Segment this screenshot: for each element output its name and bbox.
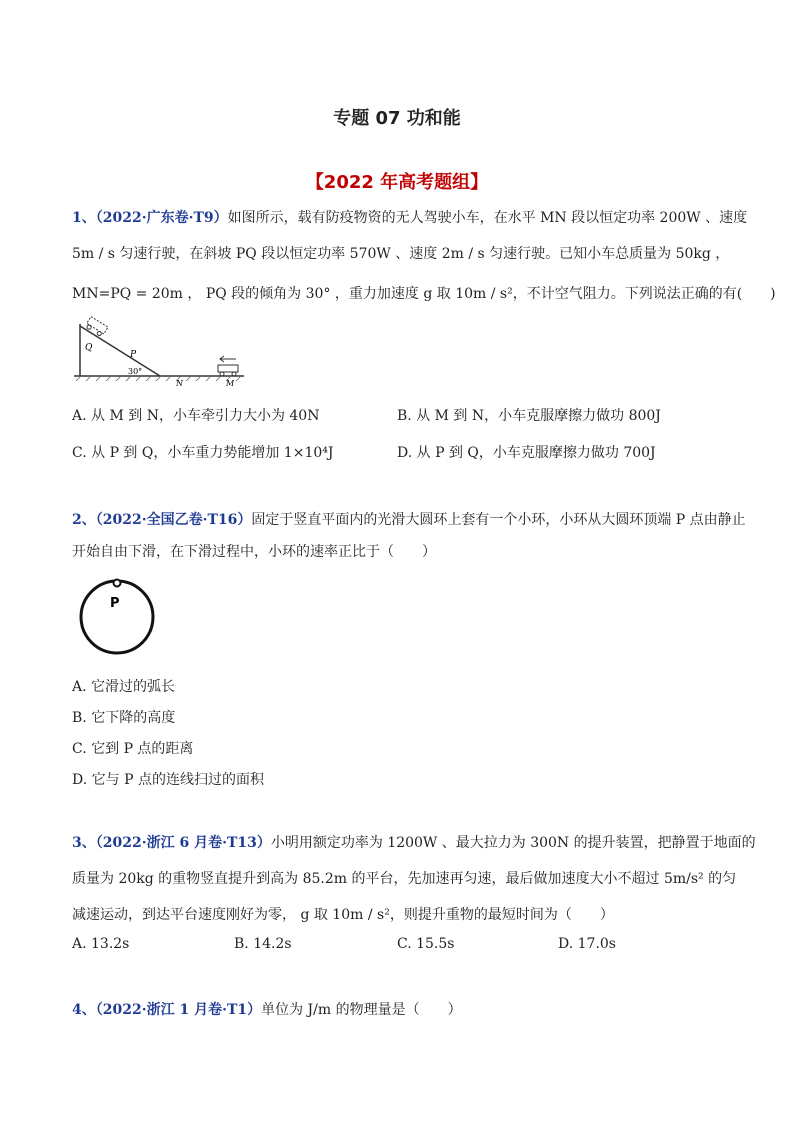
- question-3-tag: 3、（2022·浙江 6 月卷·T13）: [72, 835, 271, 851]
- label-p: P: [130, 350, 137, 360]
- q1-option-d: D. 从 P 到 Q，小车克服摩擦力做功 700J: [397, 445, 656, 461]
- question-3-line1: 小明用额定功率为 1200W 、最大拉力为 300N 的提升装置，把静置于地面的: [270, 835, 756, 851]
- question-4-tag: 4、（2022·浙江 1 月卷·T1）: [72, 1002, 262, 1018]
- incline-figure: [70, 316, 250, 386]
- q2-option-b: B. 它下降的高度: [72, 710, 176, 726]
- ring-figure: [76, 573, 158, 657]
- q3-option-b: B. 14.2s: [234, 936, 292, 952]
- question-2-tag: 2、（2022·全国乙卷·T16）: [72, 512, 252, 528]
- q1-option-a: A. 从 M 到 N，小车牵引力大小为 40N: [72, 408, 320, 424]
- page-title: 专题 07 功和能: [333, 108, 461, 129]
- cart-on-flat: [218, 356, 238, 376]
- label-m: M: [226, 379, 235, 386]
- label-q: Q: [85, 343, 93, 353]
- label-n: N: [176, 379, 183, 386]
- section-heading: 【2022 年高考题组】: [305, 172, 489, 193]
- question-3-line2: 质量为 20kg 的重物竖直提升到高为 85.2m 的平台，先加速再匀速，最后做加速度大小不超过 5m/s² 的匀: [72, 871, 737, 887]
- q1-option-c: C. 从 P 到 Q，小车重力势能增加 1×10⁴J: [72, 445, 334, 461]
- q3-option-d: D. 17.0s: [558, 936, 616, 952]
- question-4-line1: 单位为 J/m 的物理量是（ ）: [261, 1002, 462, 1018]
- big-ring: [81, 581, 153, 653]
- question-1-line2: 5m / s 匀速行驶，在斜坡 PQ 段以恒定功率 570W 、速度 2m / s 匀速行驶。已知小车总质量为 50kg ，: [72, 246, 730, 262]
- question-1-tag: 1、（2022·广东卷·T9）: [72, 210, 228, 226]
- q3-option-c: C. 15.5s: [397, 936, 455, 952]
- question-2-line2: 开始自由下滑，在下滑过程中，小环的速率正比于（ ）: [72, 544, 436, 560]
- question-2-line1: 固定于竖直平面内的光滑大圆环上套有一个小环，小环从大圆环顶端 P 点由静止: [251, 512, 746, 528]
- label-angle: 30°: [128, 367, 143, 376]
- question-1-line1: 如图所示，载有防疫物资的无人驾驶小车，在水平 MN 段以恒定功率 200W 、速度: [227, 210, 748, 226]
- question-1-line3: MN=PQ = 20m ， PQ 段的倾角为 30° ，重力加速度 g 取 10m / s²，不计空气阻力。下列说法正确的有( ): [72, 286, 776, 302]
- question-3-line3: 减速运动，到达平台速度刚好为零， g 取 10m / s²，则提升重物的最短时间为（ ）: [72, 907, 614, 923]
- label-p-ring: P: [110, 596, 120, 611]
- q2-option-a: A. 它滑过的弧长: [72, 679, 176, 695]
- small-ring: [114, 580, 121, 587]
- cart-on-slope: [85, 317, 108, 338]
- q1-option-b: B. 从 M 到 N，小车克服摩擦力做功 800J: [397, 408, 661, 424]
- q3-option-a: A. 13.2s: [72, 936, 130, 952]
- q2-option-d: D. 它与 P 点的连线扫过的面积: [72, 772, 264, 788]
- q2-option-c: C. 它到 P 点的距离: [72, 741, 194, 757]
